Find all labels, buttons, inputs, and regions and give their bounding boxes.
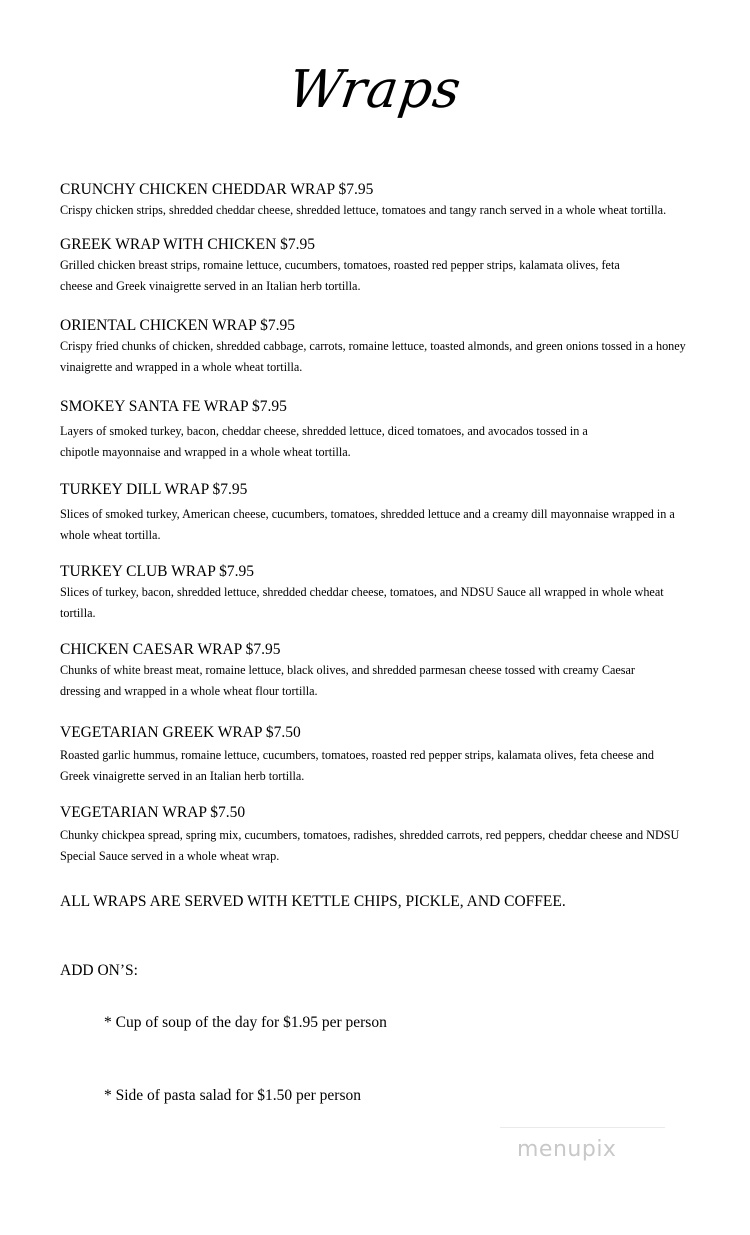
served-with-notice: ALL WRAPS ARE SERVED WITH KETTLE CHIPS, PICKLE, AND COFFEE. [60,893,566,910]
menu-item [60,180,690,221]
add-ons-heading: ADD ON’S: [60,962,138,979]
menu-item [60,235,630,297]
menu-item [60,723,670,787]
menu-item-description: Layers of smoked turkey, bacon, cheddar cheese, shredded lettuce, diced tomatoes, and avocados tossed in a chipotle mayonnaise and wrapped in a whole wheat tortilla. [60,424,588,459]
menu-item-description: Grilled chicken breast strips, romaine lettuce, cucumbers, tomatoes, roasted red pepper strips, kalamata olives, feta cheese and Greek vinaigrette served in an Italian herb tortilla. [60,258,620,293]
menu-item [60,562,690,624]
menu-item-description: Slices of turkey, bacon, shredded lettuce, shredded cheddar cheese, tomatoes, and NDSU Sauce all wrapped in whole wheat tortilla. [60,585,664,620]
menu-item-description: Roasted garlic hummus, romaine lettuce, cucumbers, tomatoes, roasted red pepper strips, kalamata olives, feta cheese and Greek vinaigrette served in an Italian herb tortilla. [60,748,654,783]
menu-item-name: CRUNCHY CHICKEN CHEDDAR WRAP $7.95 [60,181,374,198]
menu-item-name: CHICKEN CAESAR WRAP $7.95 [60,641,281,658]
add-on-item: * Side of pasta salad for $1.50 per person [104,1087,361,1104]
menu-item-description: Chunky chickpea spread, spring mix, cucumbers, tomatoes, radishes, shredded carrots, red peppers, cheddar cheese and NDSU Special Sauce served in a whole wheat wrap. [60,828,680,863]
menu-item-name: TURKEY CLUB WRAP $7.95 [60,563,255,580]
menu-item-name: VEGETARIAN GREEK WRAP $7.50 [60,724,301,741]
menu-item [60,316,690,378]
menupix-watermark: menupix [517,1137,617,1162]
add-on-item: * Cup of soup of the day for $1.95 per person [104,1014,387,1031]
watermark-divider [500,1127,665,1128]
menu-item-name: TURKEY DILL WRAP $7.95 [60,481,248,498]
menu-item-name: SMOKEY SANTA FE WRAP $7.95 [60,398,287,415]
menu-item [60,480,690,546]
menu-item [60,397,600,463]
menu-item-description: Slices of smoked turkey, American cheese, cucumbers, tomatoes, shredded lettuce and a creamy dill mayonnaise wrapped in a whole wheat tortilla. [60,507,675,542]
menu-item-description: Crispy fried chunks of chicken, shredded cabbage, carrots, romaine lettuce, toasted almonds, and green onions tossed in a honey vinaigrette and wrapped in a whole wheat tortilla. [60,339,686,374]
menu-title: Wraps [284,60,466,120]
menu-item-description: Chunks of white breast meat, romaine lettuce, black olives, and shredded parmesan cheese tossed with creamy Caesar dressing and wrapped in a whole wheat flour tortilla. [60,663,635,698]
menu-item-name: GREEK WRAP WITH CHICKEN $7.95 [60,236,316,253]
menu-item-name: VEGETARIAN WRAP $7.50 [60,804,246,821]
menu-item-description: Crispy chicken strips, shredded cheddar cheese, shredded lettuce, tomatoes and tangy ranch served in a whole wheat tortilla. [60,203,667,217]
menu-item [60,803,690,867]
menu-item-name: ORIENTAL CHICKEN WRAP $7.95 [60,317,295,334]
menu-item [60,640,660,702]
